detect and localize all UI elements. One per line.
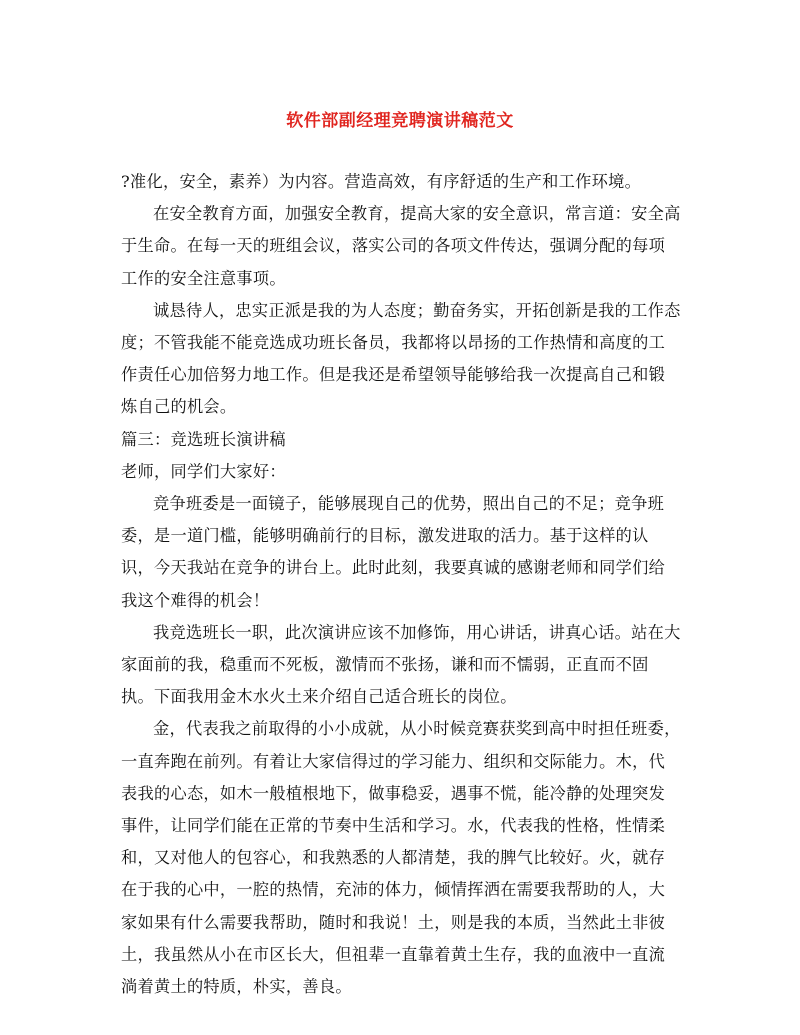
paragraph-continuation: ?准化，安全，素养）为内容。营造高效，有序舒适的生产和工作环境。 xyxy=(121,172,642,191)
paragraph-competition: 竞争班委是一面镜子，能够展现自己的优势，照出自己的不足；竞争班委，是一道门槛，能够明确前行的目标，激发进取的活力。基于这样的认识，今天我站在竞争的讲台上。此时此刻，我要真诚的感谢老师和同学们给我这个难得的机会！ xyxy=(121,494,666,610)
paragraph-attitude: 诚恳待人，忠实正派是我的为人态度；勤奋务实，开拓创新是我的工作态度；不管我能不能竞选成功班长备员，我都将以昂扬的工作热情和高度的工作责任心加倍努力地工作。但是我还是希望领导能够给我一次提高自己和锻炼自己的机会。 xyxy=(121,300,681,417)
section-heading: 篇三：竞选班长演讲稿 xyxy=(121,429,286,449)
paragraph-introduction: 我竞选班长一职，此次演讲应该不加修饰，用心讲话，讲真心话。站在大家面前的我，稳重而不死板，激情而不张扬，谦和而不懦弱，正直而不固执。下面我用金木水火土来介绍自己适合班长的岗位。 xyxy=(121,622,681,707)
paragraph-safety-education: 在安全教育方面，加强安全教育，提高大家的安全意识，常言道：安全高于生命。在每一天的班组会议，落实公司的各项文件传达，强调分配的每项工作的安全注意事项。 xyxy=(121,204,681,288)
document-title: 软件部副经理竞聘演讲稿范文 xyxy=(286,111,514,131)
paragraph-five-elements: 金，代表我之前取得的小小成就，从小时候竞赛获奖到高中时担任班委，一直奔跑在前列。有着让大家信得过的学习能力、组织和交际能力。木，代表我的心态，如木一般植根地下，做事稳妥，遇事不慌，能冷静的处理突发事件，让同学们能在正常的节奏中生活和学习。水，代表我的性格，性情柔和，又对他人的包容心，和我熟悉的人都清楚，我的脾气比较好。火，就存在于我的心中，一腔的热情，充沛的体力，倾情挥洒在需要我帮助的人，大家如果有什么需要我帮助，随时和我说！土，则是我的本质，当然此土非彼土，我虽然从小在市区长大，但祖辈一直靠着黄土生存，我的血液中一直流淌着黄土的特质，朴实，善良。 xyxy=(121,719,681,997)
greeting: 老师，同学们大家好： xyxy=(121,461,286,481)
document-body xyxy=(121,166,681,1003)
